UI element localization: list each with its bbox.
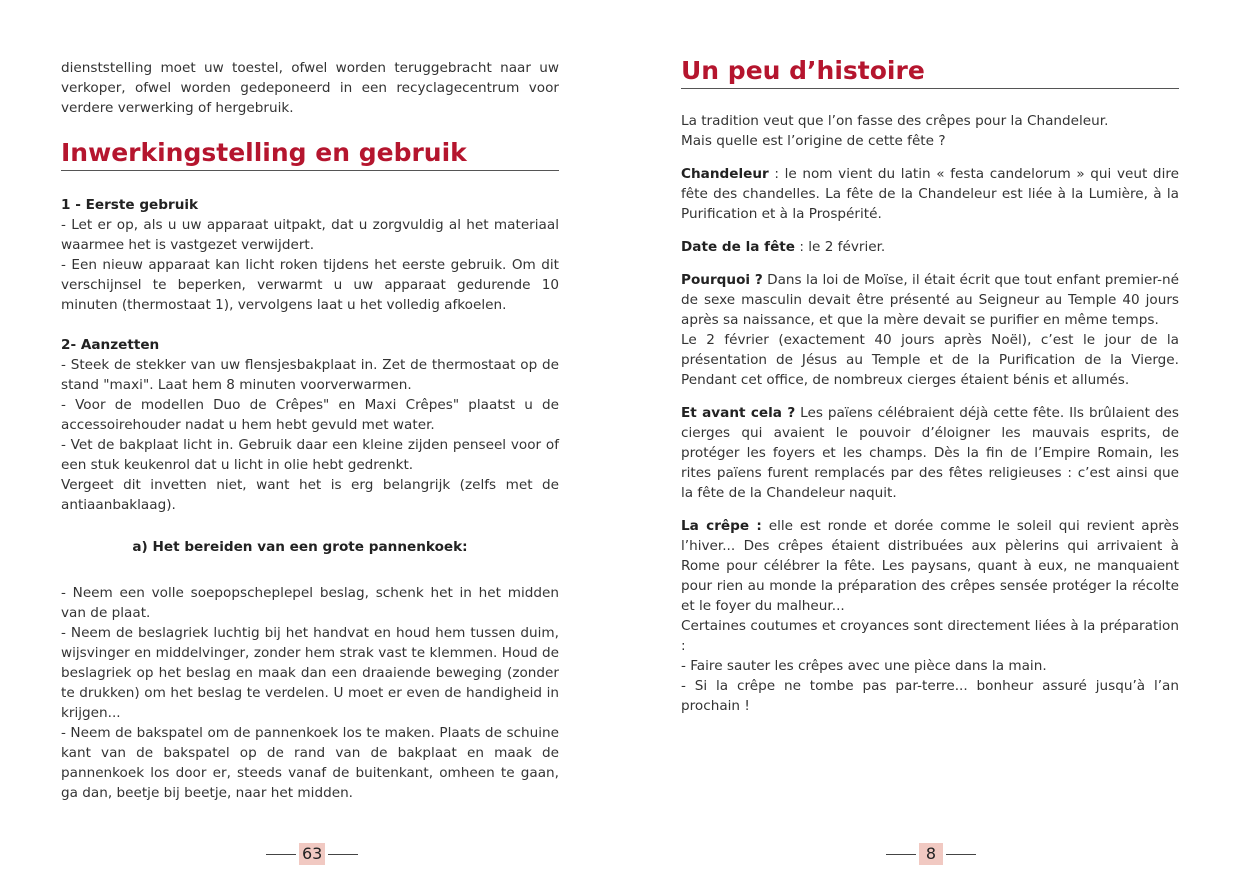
page-number-rule — [946, 854, 976, 855]
chandeleur-paragraph — [681, 164, 1179, 224]
crepe-line: - Faire sauter les crêpes avec une pièce dans la main. — [681, 658, 1047, 674]
chandeleur-lead: Chandeleur — [681, 166, 769, 182]
crepe-line: Certaines coutumes et croyances sont directement liées à la préparation : — [681, 618, 1179, 654]
subsection-a-line: - Neem de beslagriek luchtig bij het handvat en houd hem tussen duim, wijsvinger en middelvinger, zonder hem strak vast te klemmen. Houd de beslagriek op het beslag en maak dan een draaiende beweging (zonder te drukken) om het beslag te verdelen. U moet er even de handigheid in krijgen... — [61, 625, 559, 721]
chandeleur-text: : le nom vient du latin « festa candelorum » qui veut dire fête des chandelles. La fête de la Chandeleur est liée à la Lumière, à la Purification et à la Prospérité. — [681, 166, 1179, 222]
section2-title: 2- Aanzetten — [61, 337, 160, 353]
crepe-text: elle est ronde et dorée comme le soleil qui revient après l’hiver... Des crêpes étaient distribuées aux pèlerins qui arrivaient à Rome pour célébrer la fête. Les paysans, quant à eux, ne manquaient pour rien au monde la préparation des crêpes sensée protéger la récolte et le foyer du malheur... — [681, 518, 1179, 614]
right-page — [620, 0, 1241, 886]
avant-lead: Et avant cela ? — [681, 405, 796, 421]
date-paragraph — [681, 237, 1179, 257]
pourquoi-paragraph — [681, 270, 1179, 330]
section1-line: - Een nieuw apparaat kan licht roken tijdens het eerste gebruik. Om dit verschijnsel te beperken, verwarmt u uw apparaat gedurende 10 minuten (thermostaat 1), vervolgens laat u het volledig afkoelen. — [61, 257, 559, 313]
date-text: : le 2 février. — [795, 239, 886, 255]
section2-line: - Voor de modellen Duo de Crêpes" en Maxi Crêpes" plaatst u de accessoirehouder nadat u hem hebt gevuld met water. — [61, 397, 559, 433]
avant-paragraph — [681, 403, 1179, 503]
page-number-rule — [328, 854, 358, 855]
intro-paragraph: dienststelling moet uw toestel, ofwel worden teruggebracht naar uw verkoper, ofwel worden gedeponeerd in een recyclagecentrum voor verdere verwerking of hergebruik. — [61, 60, 559, 116]
page-number: 8 — [919, 843, 943, 865]
pourquoi-text: Dans la loi de Moïse, il était écrit que tout enfant premier-né de sexe masculin devait être présenté au Seigneur au Temple 40 jours après sa naissance, et que la mère devait se purifier en même temps. — [681, 272, 1179, 328]
subsection-a-line: - Neem een volle soepopscheplepel beslag, schenk het in het midden van de plaat. — [61, 585, 559, 621]
left-column — [61, 58, 559, 803]
pourquoi-paragraph-2: Le 2 février (exactement 40 jours après Noël), c’est le jour de la présentation de Jésus au Temple et de la Purification de la Vierge. Pendant cet office, de nombreux cierges étaient bénis et allumés. — [681, 332, 1179, 388]
history-heading: Un peu d’histoire — [681, 56, 1179, 89]
section2-line: - Steek de stekker van uw flensjesbakplaat in. Zet de thermostaat op de stand "maxi". Laat hem 8 minuten voorverwarmen. — [61, 357, 559, 393]
crepe-line: - Si la crêpe ne tombe pas par-terre... bonheur assuré jusqu’à l’an prochain ! — [681, 678, 1179, 714]
section-heading: Inwerkingstelling en gebruik — [61, 138, 559, 171]
section1-title: 1 - Eerste gebruik — [61, 197, 199, 213]
left-page — [0, 0, 620, 886]
page-number: 63 — [299, 843, 325, 865]
crepe-lead: La crêpe : — [681, 518, 762, 534]
page-number-right — [886, 843, 976, 865]
pourquoi-lead: Pourquoi ? — [681, 272, 763, 288]
avant-text: Les païens célébraient déjà cette fête. Ils brûlaient des cierges qui avaient le pouvoir d’éloigner les mauvais esprits, de protéger les foyers et les champs. Dès la fin de l’Empire Romain, les rites païens furent remplacés par des fêtes religieuses : c’est ainsi que la fête de la Chandeleur naquit. — [681, 405, 1179, 501]
crepe-paragraph — [681, 516, 1179, 616]
subsection-a-title: a) Het bereiden van een grote pannenkoek: — [132, 539, 468, 555]
page-number-left — [266, 843, 358, 865]
subsection-a-line: - Neem de bakspatel om de pannenkoek los te maken. Plaats de schuine kant van de bakspatel op de rand van de bakplaat en maak de pannenkoek los door er, steeds vanaf de buitenkant, omheen te gaan, ga dan, beetje bij beetje, naar het midden. — [61, 725, 559, 801]
page-number-rule — [266, 854, 296, 855]
right-column — [681, 58, 1179, 716]
intro-line: La tradition veut que l’on fasse des crêpes pour la Chandeleur. — [681, 113, 1109, 129]
intro-line: Mais quelle est l’origine de cette fête ? — [681, 133, 946, 149]
date-lead: Date de la fête — [681, 239, 796, 255]
page-number-rule — [886, 854, 916, 855]
section2-line: - Vet de bakplaat licht in. Gebruik daar een kleine zijden penseel voor of een stuk keukenrol dat u licht in olie hebt gedrenkt. — [61, 437, 559, 473]
section1-line: - Let er op, als u uw apparaat uitpakt, dat u zorgvuldig al het materiaal waarmee het is vastgezet verwijdert. — [61, 217, 559, 253]
section2-line: Vergeet dit invetten niet, want het is erg belangrijk (zelfs met de antiaanbaklaag). — [61, 477, 559, 513]
